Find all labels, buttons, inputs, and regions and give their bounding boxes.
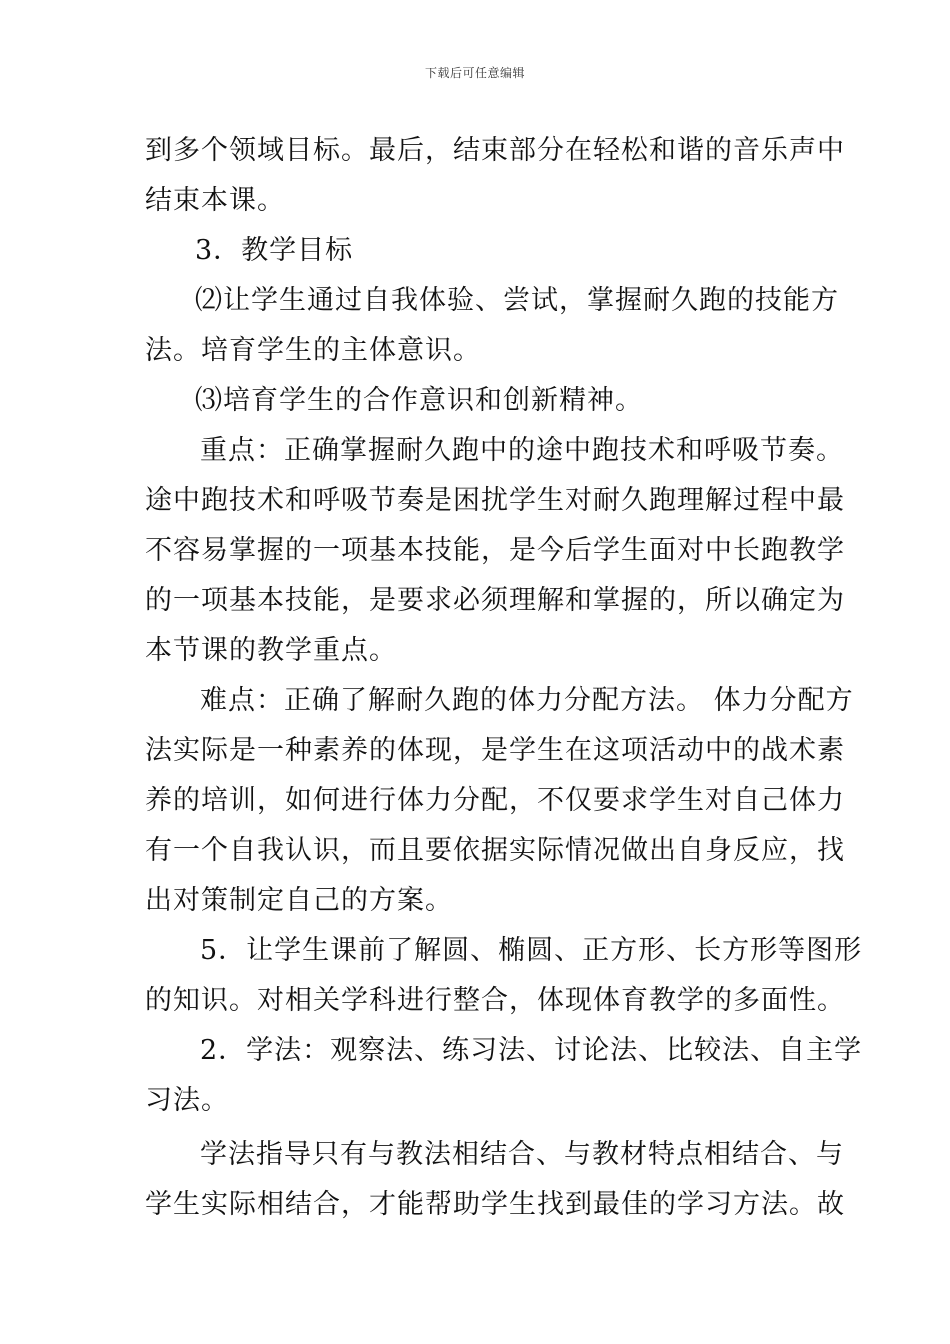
paragraph-line: 到多个领域目标。最后，结束部分在轻松和谐的音乐声中 (145, 135, 845, 166)
paragraph (145, 376, 809, 426)
paragraph-line: 不容易掌握的一项基本技能，是今后学生面对中长跑教学 (145, 535, 845, 566)
paragraph-line: 重点：正确掌握耐久跑中的途中跑技术和呼吸节奏。 (200, 435, 844, 466)
paragraph-line: 的一项基本技能，是要求必须理解和掌握的，所以确定为 (145, 585, 845, 616)
paragraph-line: 习法。 (145, 1085, 229, 1116)
paragraph-line: ⑶培育学生的合作意识和创新精神。 (195, 385, 643, 416)
paragraph-line: 途中跑技术和呼吸节奏是困扰学生对耐久跑理解过程中最 (145, 485, 845, 516)
paragraph-line: 难点：正确了解耐久跑的体力分配方法。 体力分配方 (200, 685, 854, 716)
paragraph-line: 2．学法：观察法、练习法、讨论法、比较法、自主学 (200, 1035, 863, 1066)
paragraph-line: ⑵让学生通过自我体验、尝试，掌握耐久跑的技能方 (195, 285, 839, 316)
paragraph (145, 1026, 863, 1126)
paragraph-line: 法。培育学生的主体意识。 (145, 335, 481, 366)
paragraph (145, 426, 845, 676)
paragraph (145, 926, 863, 1026)
paragraph (145, 226, 809, 276)
paragraph-line: 3．教学目标 (195, 235, 354, 266)
paragraph (145, 676, 854, 926)
paragraph-line: 5．让学生课前了解圆、椭圆、正方形、长方形等图形 (200, 935, 863, 966)
page-header-note: 下载后可任意编辑 (424, 66, 525, 80)
paragraph-line: 养的培训，如何进行体力分配，不仅要求学生对自己体力 (145, 785, 845, 816)
paragraph-line: 学法指导只有与教法相结合、与教材特点相结合、与 (200, 1139, 844, 1170)
paragraph-line: 本节课的教学重点。 (145, 635, 397, 666)
paragraph-line: 学生实际相结合，才能帮助学生找到最佳的学习方法。故 (145, 1189, 845, 1220)
document-body (145, 126, 863, 1230)
paragraph-line: 有一个自我认识，而且要依据实际情况做出自身反应，找 (145, 835, 845, 866)
paragraph (145, 126, 845, 226)
paragraph (145, 276, 839, 376)
paragraph-line: 结束本课。 (145, 185, 285, 216)
paragraph-line: 的知识。对相关学科进行整合，体现体育教学的多面性。 (145, 985, 845, 1016)
paragraph (145, 1130, 845, 1230)
paragraph-line: 出对策制定自己的方案。 (145, 885, 453, 916)
paragraph-line: 法实际是一种素养的体现，是学生在这项活动中的战术素 (145, 735, 845, 766)
